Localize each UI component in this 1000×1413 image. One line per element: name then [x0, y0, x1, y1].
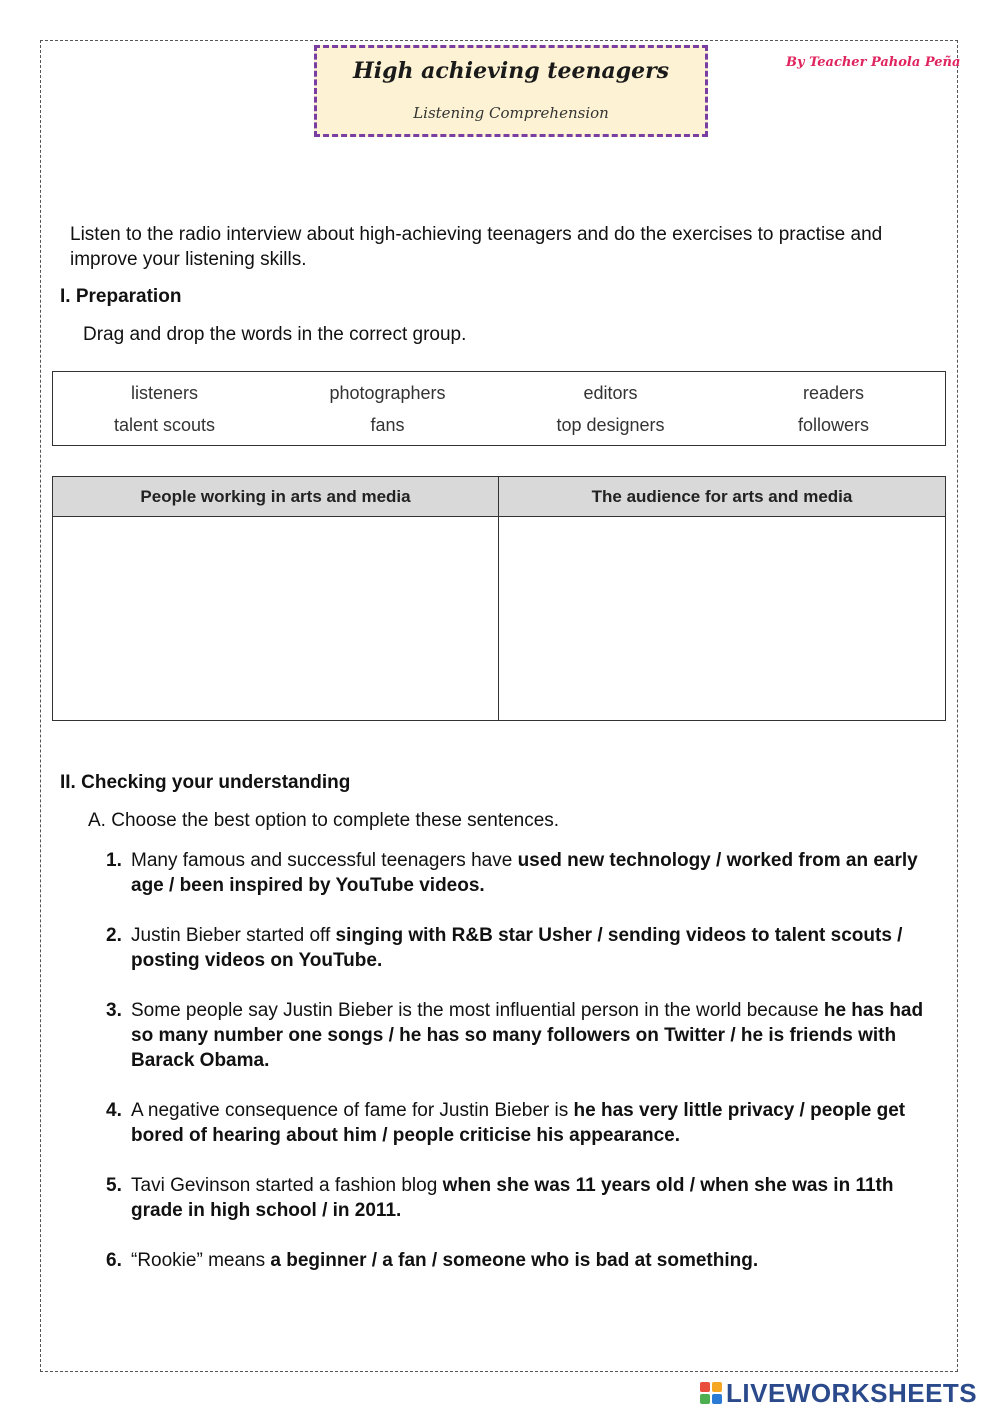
- question-number: 5.: [106, 1175, 122, 1196]
- drop-zone-audience[interactable]: [499, 517, 945, 720]
- logo-square: [712, 1382, 722, 1392]
- question-stem: “Rookie” means: [131, 1250, 271, 1271]
- intro-text: Listen to the radio interview about high-achieving teenagers and do the exercises to practise and improve your listening skills.: [70, 224, 883, 270]
- question-item: [100, 1248, 945, 1273]
- section-understanding-heading: II. Checking your understanding: [60, 772, 351, 793]
- draggable-word[interactable]: photographers: [329, 382, 446, 403]
- question-stem: Some people say Justin Bieber is the most influential person in the world because: [131, 1000, 824, 1021]
- draggable-word[interactable]: listeners: [130, 382, 199, 403]
- draggable-word[interactable]: top designers: [556, 414, 665, 435]
- liveworksheets-logo-text: LIVEWORKSHEETS: [726, 1377, 978, 1408]
- draggable-word[interactable]: followers: [797, 414, 870, 435]
- drop-zone-working[interactable]: [53, 517, 499, 720]
- logo-square: [700, 1394, 710, 1404]
- draggable-word[interactable]: fans: [370, 414, 405, 435]
- draggable-word[interactable]: talent scouts: [113, 414, 216, 435]
- section-preparation-heading: I. Preparation: [60, 286, 182, 307]
- question-options[interactable]: a beginner / a fan / someone who is bad at something.: [270, 1250, 759, 1271]
- question-options[interactable]: he has had so many number one songs / he has so many followers on Twitter / he is friends with Barack Obama.: [131, 1000, 924, 1071]
- groups-table: [52, 476, 946, 721]
- group-header-audience: The audience for arts and media: [499, 477, 945, 517]
- draggable-word[interactable]: readers: [802, 382, 865, 403]
- question-item: [100, 1173, 945, 1223]
- word-bank: [52, 371, 946, 446]
- question-item: [100, 848, 945, 898]
- question-options[interactable]: he has very little privacy / people get bored of hearing about him / people criticise his appearance.: [131, 1100, 906, 1146]
- question-item: [100, 923, 945, 973]
- question-stem: Tavi Gevinson started a fashion blog: [131, 1175, 443, 1196]
- question-number: 6.: [106, 1250, 122, 1271]
- question-item: [100, 1098, 945, 1148]
- logo-square: [700, 1382, 710, 1392]
- choose-option-instruction: A. Choose the best option to complete these sentences.: [88, 810, 560, 831]
- question-stem: A negative consequence of fame for Justin Bieber is: [131, 1100, 574, 1121]
- group-header-working: People working in arts and media: [53, 477, 499, 517]
- draggable-word[interactable]: editors: [583, 382, 638, 403]
- worksheet-title: High achieving teenagers: [352, 58, 670, 84]
- liveworksheets-logo-icon: [700, 1382, 722, 1404]
- question-number: 3.: [106, 1000, 122, 1021]
- worksheet-subtitle: Listening Comprehension: [413, 104, 609, 122]
- question-list: [100, 848, 945, 1298]
- question-options[interactable]: used new technology / worked from an early age / been inspired by YouTube videos.: [131, 850, 918, 896]
- question-stem: Justin Bieber started off: [131, 925, 336, 946]
- drag-drop-instruction: Drag and drop the words in the correct group.: [83, 324, 467, 345]
- question-number: 2.: [106, 925, 122, 946]
- question-number: 4.: [106, 1100, 122, 1121]
- question-item: [100, 998, 945, 1073]
- liveworksheets-logo: [700, 1378, 977, 1408]
- question-stem: Many famous and successful teenagers have: [131, 850, 518, 871]
- logo-square: [712, 1394, 722, 1404]
- title-box: [314, 45, 708, 137]
- question-number: 1.: [106, 850, 122, 871]
- question-options[interactable]: when she was 11 years old / when she was in 11th grade in high school / in 2011.: [131, 1175, 894, 1221]
- author-credit: By Teacher Pahola Peña: [786, 55, 961, 70]
- question-options[interactable]: singing with R&B star Usher / sending videos to talent scouts / posting videos on YouTube.: [131, 925, 903, 971]
